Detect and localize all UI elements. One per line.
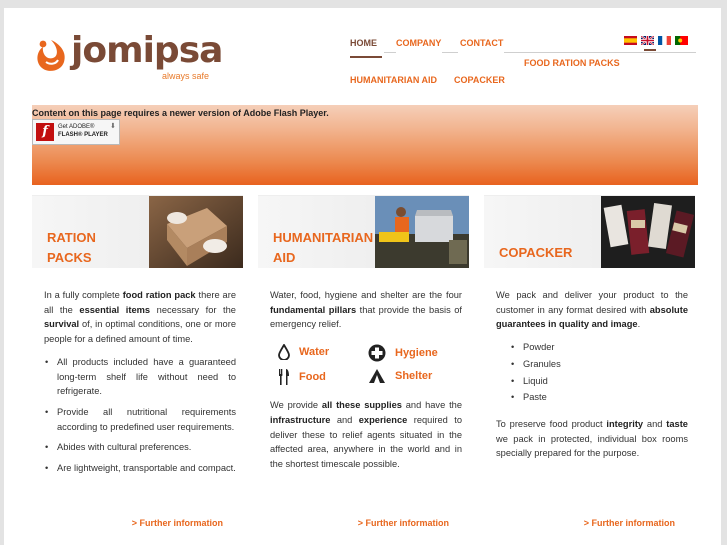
ration-packs-title: RATION PACKS <box>47 230 96 265</box>
flash-banner <box>32 105 698 185</box>
nav-company[interactable]: COMPANY <box>396 38 442 48</box>
pillar-shelter: Shelter <box>368 368 432 384</box>
humanitarian-aid-section <box>258 195 469 535</box>
list-item: • Provide all nutritional requirements according to predefined user requirements. <box>44 405 236 434</box>
logo-mark-icon <box>34 38 68 74</box>
nav-home[interactable]: HOME <box>350 38 377 48</box>
ration-packs-body <box>44 288 236 482</box>
list-item: • Abides with cultural preferences. <box>44 440 236 455</box>
humanitarian-aid-title: HUMANITARIAN AID <box>273 230 374 265</box>
medical-cross-icon <box>368 344 386 362</box>
flash-required-message: Content on this page requires a newer version of Adobe Flash Player. <box>32 108 329 118</box>
page <box>4 8 721 545</box>
ration-packs-header[interactable] <box>32 196 243 268</box>
cutlery-icon <box>278 368 290 386</box>
flash-logo-icon: f <box>36 123 54 141</box>
relief-pillars <box>270 342 462 392</box>
water-drop-icon <box>278 344 290 360</box>
list-item: • All products included have a guaranteed long-term shelf life without need to refrigerate. <box>44 355 236 399</box>
brand-name: jomipsa <box>71 30 223 71</box>
copacker-body <box>496 288 688 461</box>
copacker-intro: We pack and deliver your product to the customer in any format desired with absolute guarantees in quality and image. <box>496 290 688 330</box>
copacker-section <box>484 195 695 535</box>
humanitarian-aid-outro: We provide all these supplies and have the infrastructure and experience required to deliver these to relief agents situated in the affected area, anywhere in the world and in the shortest timescale possible. <box>270 400 462 469</box>
ration-packs-more-link[interactable]: > Further information <box>131 518 223 528</box>
nav-humanitarian-aid[interactable]: HUMANITARIAN AID <box>350 75 437 85</box>
french-flag-icon[interactable] <box>658 36 671 45</box>
nav-home-underline <box>350 56 382 58</box>
list-item: • Powder <box>510 340 688 355</box>
ration-packs-intro: In a fully complete food ration pack there are all the essential items necessary for the survival of, in optimal conditions, one or more people for a defined amount of time. <box>44 290 236 345</box>
active-language-underline <box>644 49 656 51</box>
copacker-header[interactable] <box>484 196 695 268</box>
nav-food-ration-packs[interactable]: FOOD RATION PACKS <box>524 58 620 68</box>
tent-icon <box>368 368 386 384</box>
humanitarian-aid-body <box>270 288 462 472</box>
brand-tagline: always safe <box>162 71 210 81</box>
list-item: • Granules <box>510 357 688 372</box>
humanitarian-aid-intro: Water, food, hygiene and shelter are the four fundamental pillars that provide the basis of emergency relief. <box>270 290 462 330</box>
pillar-hygiene: Hygiene <box>368 344 438 362</box>
pillar-food: Food <box>278 368 326 386</box>
nav-divider <box>384 52 396 53</box>
ration-packs-features <box>44 355 236 476</box>
ration-packs-section <box>32 195 243 535</box>
copacker-title: COPACKER <box>499 245 573 260</box>
humanitarian-aid-more-link[interactable]: > Further information <box>357 518 449 528</box>
get-flash-player-button[interactable] <box>32 119 120 145</box>
nav-divider <box>442 52 458 53</box>
brand-logo[interactable] <box>34 30 234 88</box>
list-item: • Paste <box>510 390 688 405</box>
spanish-flag-icon[interactable] <box>624 36 637 45</box>
nav-copacker[interactable]: COPACKER <box>454 75 505 85</box>
copacker-more-link[interactable]: > Further information <box>583 518 675 528</box>
nav-contact[interactable]: CONTACT <box>460 38 504 48</box>
aid-workers-photo <box>375 196 469 268</box>
flash-button-line1: Get ADOBE® <box>58 124 95 130</box>
list-item: • Liquid <box>510 374 688 389</box>
nav-divider <box>504 52 696 53</box>
list-item: • Are lightweight, transportable and compact. <box>44 461 236 476</box>
language-selector <box>624 36 688 45</box>
packaged-products-photo <box>601 196 695 268</box>
download-arrow-icon: ⬇ <box>110 123 116 130</box>
ration-box-photo <box>149 196 243 268</box>
portuguese-flag-icon[interactable] <box>675 36 688 45</box>
copacker-outro: To preserve food product integrity and taste we pack in protected, individual box rooms specially prepared for the purpose. <box>496 418 688 459</box>
flash-button-line2: FLASH® PLAYER <box>58 132 108 138</box>
pillar-water: Water <box>278 344 329 360</box>
uk-flag-icon[interactable] <box>641 36 654 45</box>
copacker-formats <box>510 340 688 405</box>
humanitarian-aid-header[interactable] <box>258 196 469 268</box>
